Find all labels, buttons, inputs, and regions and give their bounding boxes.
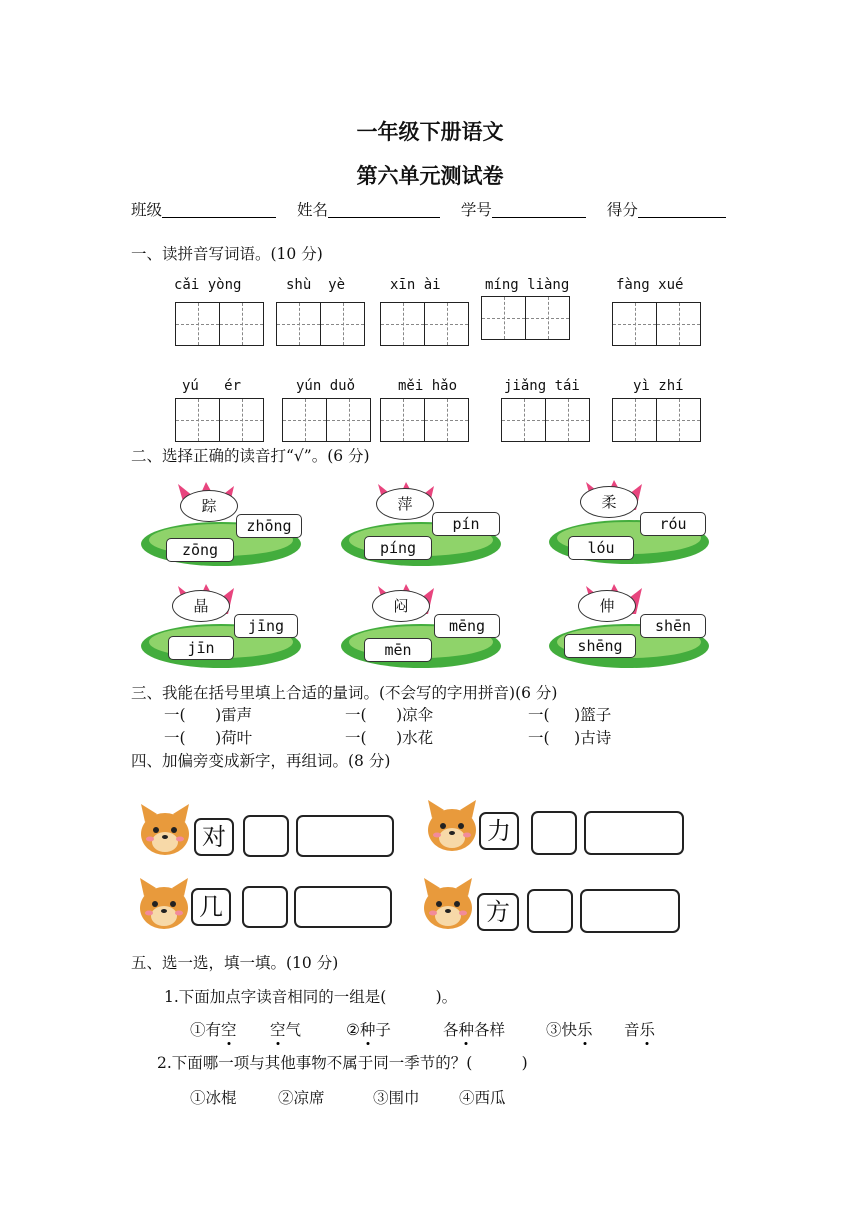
q5-question-2: 2.下面哪一项与其他事物不属于同一季节的？( ) <box>157 1054 528 1072</box>
pinyin-option[interactable]: lóu <box>568 536 634 560</box>
writing-grid[interactable] <box>175 302 264 346</box>
q3-item[interactable]: 一( )篮子 <box>528 706 612 724</box>
q3-item[interactable]: 一( )古诗 <box>528 729 612 747</box>
pinyin: shù yè <box>286 277 346 293</box>
writing-grid[interactable] <box>380 398 469 442</box>
pinyin: yú ér <box>182 378 242 394</box>
q5-option[interactable]: 各种各样 <box>443 1018 505 1040</box>
char-bubble: 踪 <box>180 490 238 522</box>
class-label: 班级 <box>131 201 163 219</box>
writing-grid[interactable] <box>175 398 264 442</box>
pinyin: měi hǎo <box>398 378 458 394</box>
pinyin: yún duǒ <box>296 378 356 394</box>
writing-grid[interactable] <box>276 302 365 346</box>
class-blank[interactable] <box>162 201 276 218</box>
word-box[interactable] <box>296 815 394 857</box>
new-char-box[interactable] <box>531 811 577 855</box>
q3-item[interactable]: 一( )雷声 <box>164 706 253 724</box>
q5-heading: 五、选一选，填一填。(10 分) <box>131 954 339 972</box>
given-char: 对 <box>194 818 234 856</box>
char-bubble: 柔 <box>580 486 638 518</box>
pinyin: xīn ài <box>390 277 441 293</box>
flower-item <box>544 584 714 676</box>
name-label: 姓名 <box>296 201 328 219</box>
page-subtitle: 第六单元测试卷 <box>356 164 504 188</box>
pinyin-option[interactable]: píng <box>364 536 432 560</box>
q3-item[interactable]: 一( )荷叶 <box>164 729 253 747</box>
q3-item[interactable]: 一( )水花 <box>345 729 434 747</box>
pinyin-option[interactable]: pín <box>432 512 500 536</box>
q5-option[interactable]: ①冰棍 <box>190 1089 237 1107</box>
name-blank[interactable] <box>328 201 440 218</box>
writing-grid[interactable] <box>380 302 469 346</box>
pinyin-option[interactable]: mēn <box>364 638 432 662</box>
char-bubble: 闷 <box>372 590 430 622</box>
squirrel-icon <box>420 876 476 932</box>
pinyin: cǎi yòng <box>174 277 242 293</box>
pinyin-option[interactable]: zōng <box>166 538 234 562</box>
writing-grid[interactable] <box>481 296 570 340</box>
new-char-box[interactable] <box>527 889 573 933</box>
q1-heading: 一、读拼音写词语。(10 分) <box>131 245 323 263</box>
page-title: 一年级下册语文 <box>356 120 504 144</box>
given-char: 几 <box>191 888 231 926</box>
writing-grid[interactable] <box>612 302 701 346</box>
q5-option[interactable]: ②凉席 <box>278 1089 325 1107</box>
flower-item <box>544 480 714 572</box>
flower-item <box>336 482 506 574</box>
score-blank[interactable] <box>638 201 726 218</box>
q5-option[interactable]: ③快乐 <box>546 1018 593 1040</box>
writing-grid[interactable] <box>501 398 590 442</box>
word-box[interactable] <box>294 886 392 928</box>
squirrel-icon <box>137 802 193 858</box>
char-bubble: 萍 <box>376 488 434 520</box>
pinyin: jiǎng tái <box>504 378 580 394</box>
given-char: 力 <box>479 812 519 850</box>
q5-option[interactable]: ④西瓜 <box>459 1089 506 1107</box>
score-label: 得分 <box>606 201 638 219</box>
pinyin-option[interactable]: róu <box>640 512 706 536</box>
pinyin-option[interactable]: zhōng <box>236 514 302 538</box>
char-bubble: 伸 <box>578 590 636 622</box>
q5-option[interactable]: ③围巾 <box>373 1089 420 1107</box>
q5-option[interactable]: 音乐 <box>624 1018 655 1040</box>
pinyin: fàng xué <box>616 277 684 293</box>
pinyin-option[interactable]: shēn <box>640 614 706 638</box>
squirrel-icon <box>424 798 480 854</box>
q5-option[interactable]: ②种子 <box>346 1018 391 1040</box>
pinyin: yì zhí <box>633 378 684 394</box>
q4-heading: 四、加偏旁变成新字，再组词。(8 分) <box>131 752 391 770</box>
q3-item[interactable]: 一( )凉伞 <box>345 706 434 724</box>
pinyin-option[interactable]: mēng <box>434 614 500 638</box>
word-box[interactable] <box>580 889 680 933</box>
new-char-box[interactable] <box>242 886 288 928</box>
pinyin: míng liàng <box>485 277 570 293</box>
writing-grid[interactable] <box>612 398 701 442</box>
given-char: 方 <box>477 893 519 931</box>
pinyin-option[interactable]: jīng <box>234 614 298 638</box>
info-line <box>131 198 726 220</box>
pinyin-option[interactable]: shēng <box>564 634 636 658</box>
flower-item <box>136 482 306 574</box>
q5-option[interactable]: 空气 <box>270 1018 301 1040</box>
writing-grid[interactable] <box>282 398 371 442</box>
char-bubble: 晶 <box>172 590 230 622</box>
pinyin-option[interactable]: jīn <box>168 636 234 660</box>
word-box[interactable] <box>584 811 684 855</box>
flower-item <box>136 584 306 676</box>
new-char-box[interactable] <box>243 815 289 857</box>
id-blank[interactable] <box>492 201 586 218</box>
q5-option[interactable]: ①有空 <box>190 1018 237 1040</box>
q2-heading: 二、选择正确的读音打“√”。(6 分) <box>131 447 370 465</box>
flower-item <box>336 584 506 676</box>
id-label: 学号 <box>460 201 492 219</box>
q3-heading: 三、我能在括号里填上合适的量词。(不会写的字用拼音)(6 分) <box>131 684 558 702</box>
q5-question-1: 1.下面加点字读音相同的一组是( )。 <box>164 988 458 1006</box>
squirrel-icon <box>136 876 192 932</box>
